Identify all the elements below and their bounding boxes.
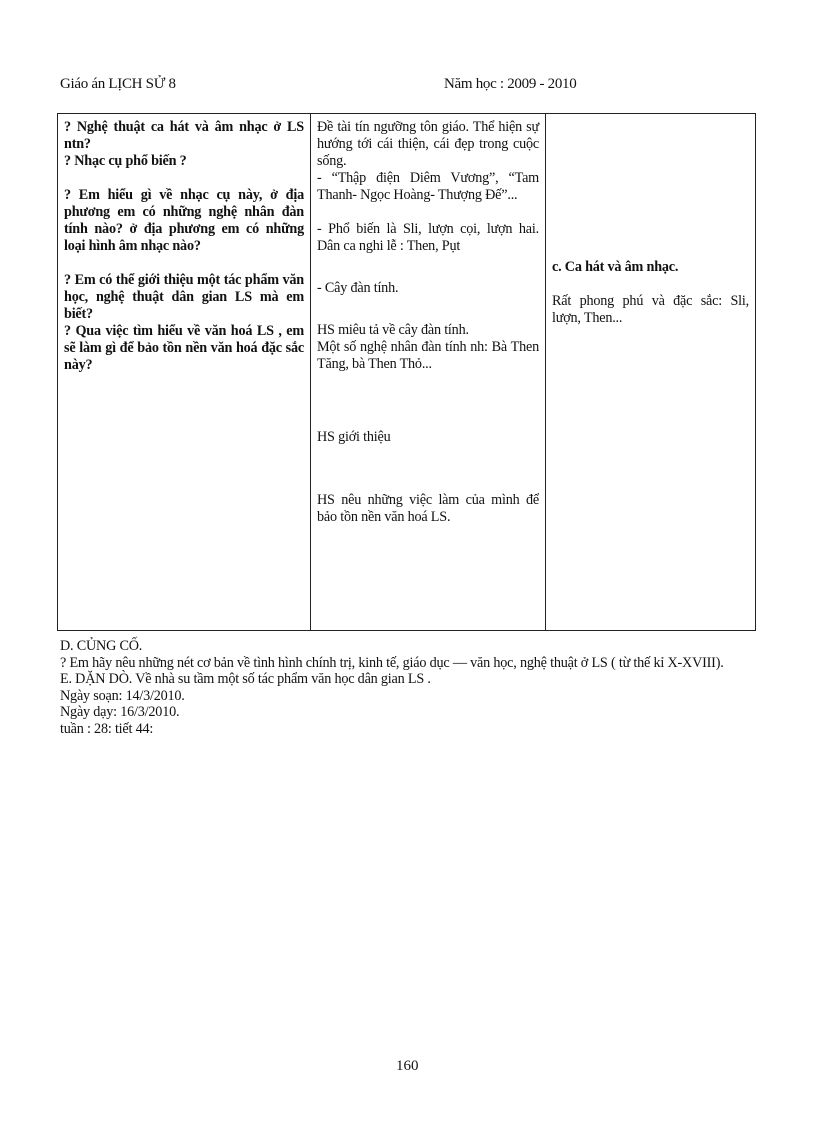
answer-2: - “Thập điện Diêm Vương”, “Tam Thanh- Ngọc Hoàng- Thượng Đế”... <box>317 170 539 203</box>
answer-4: - Cây đàn tính. <box>317 280 399 296</box>
question-1: ? Nghệ thuật ca hát và âm nhạc ở LS ntn? <box>64 119 304 152</box>
lesson-footer <box>60 638 760 737</box>
consolidation-title: D. CỦNG CỐ. <box>60 638 143 654</box>
section-heading: c. Ca hát và âm nhạc. <box>552 259 679 275</box>
prepared-date: Ngày soạn: 14/3/2010. <box>60 687 185 704</box>
answer-7: HS giới thiệu <box>317 429 391 445</box>
section-text: Rất phong phú và đặc sắc: Sli, lượn, Then... <box>552 293 749 326</box>
header-school-year: Năm học : 2009 - 2010 <box>444 76 577 92</box>
question-5: ? Qua việc tìm hiểu về văn hoá LS , em sẽ làm gì để bảo tồn nền văn hoá đặc sắc này? <box>64 323 304 373</box>
answer-1: Đề tài tín ngưỡng tôn giáo. Thể hiện sự hướng tới cái thiện, cái đẹp trong cuộc sống. <box>317 119 539 169</box>
answer-6: Một số nghệ nhân đàn tính nh: Bà Then Tăng, bà Then Thỏ... <box>317 339 539 372</box>
question-3: ? Em hiểu gì về nhạc cụ này, ở địa phương em có những nghệ nhân đàn tính nào? ở địa phương em có những loại hình âm nhạc nào? <box>64 187 304 254</box>
student-answers-cell <box>311 114 546 631</box>
page-number: 160 <box>396 1058 419 1074</box>
week-lesson: tuần : 28: tiết 44: <box>60 720 154 737</box>
answer-3: - Phổ biến là Sli, lượn cọi, lượn hai. Dân ca nghi lễ : Then, Pụt <box>317 221 539 254</box>
lesson-table <box>57 113 756 631</box>
lesson-content-cell <box>546 114 756 631</box>
table-row <box>58 114 756 631</box>
question-4: ? Em có thể giới thiệu một tác phẩm văn học, nghệ thuật dân gian LS mà em biết? <box>64 272 304 322</box>
answer-8: HS nêu những việc làm của mình để bảo tồn nền văn hoá LS. <box>317 492 539 525</box>
consolidation-question: ? Em hãy nêu những nét cơ bản về tình hình chính trị, kinh tế, giáo dục — văn học, nghệ thuật ở LS ( từ thế kỉ X-XVIII). <box>60 654 724 671</box>
homework-line <box>60 671 760 688</box>
question-2: ? Nhạc cụ phổ biến ? <box>64 153 187 169</box>
header-subject: Giáo án LỊCH SỬ 8 <box>60 76 176 92</box>
homework-text: Về nhà su tầm một số tác phẩm văn học dân gian LS . <box>135 671 431 687</box>
teacher-questions-cell <box>58 114 311 631</box>
homework-title: E. DẶN DÒ. <box>60 671 133 687</box>
teaching-date: Ngày dạy: 16/3/2010. <box>60 704 180 720</box>
answer-5: HS miêu tả về cây đàn tính. <box>317 322 469 338</box>
